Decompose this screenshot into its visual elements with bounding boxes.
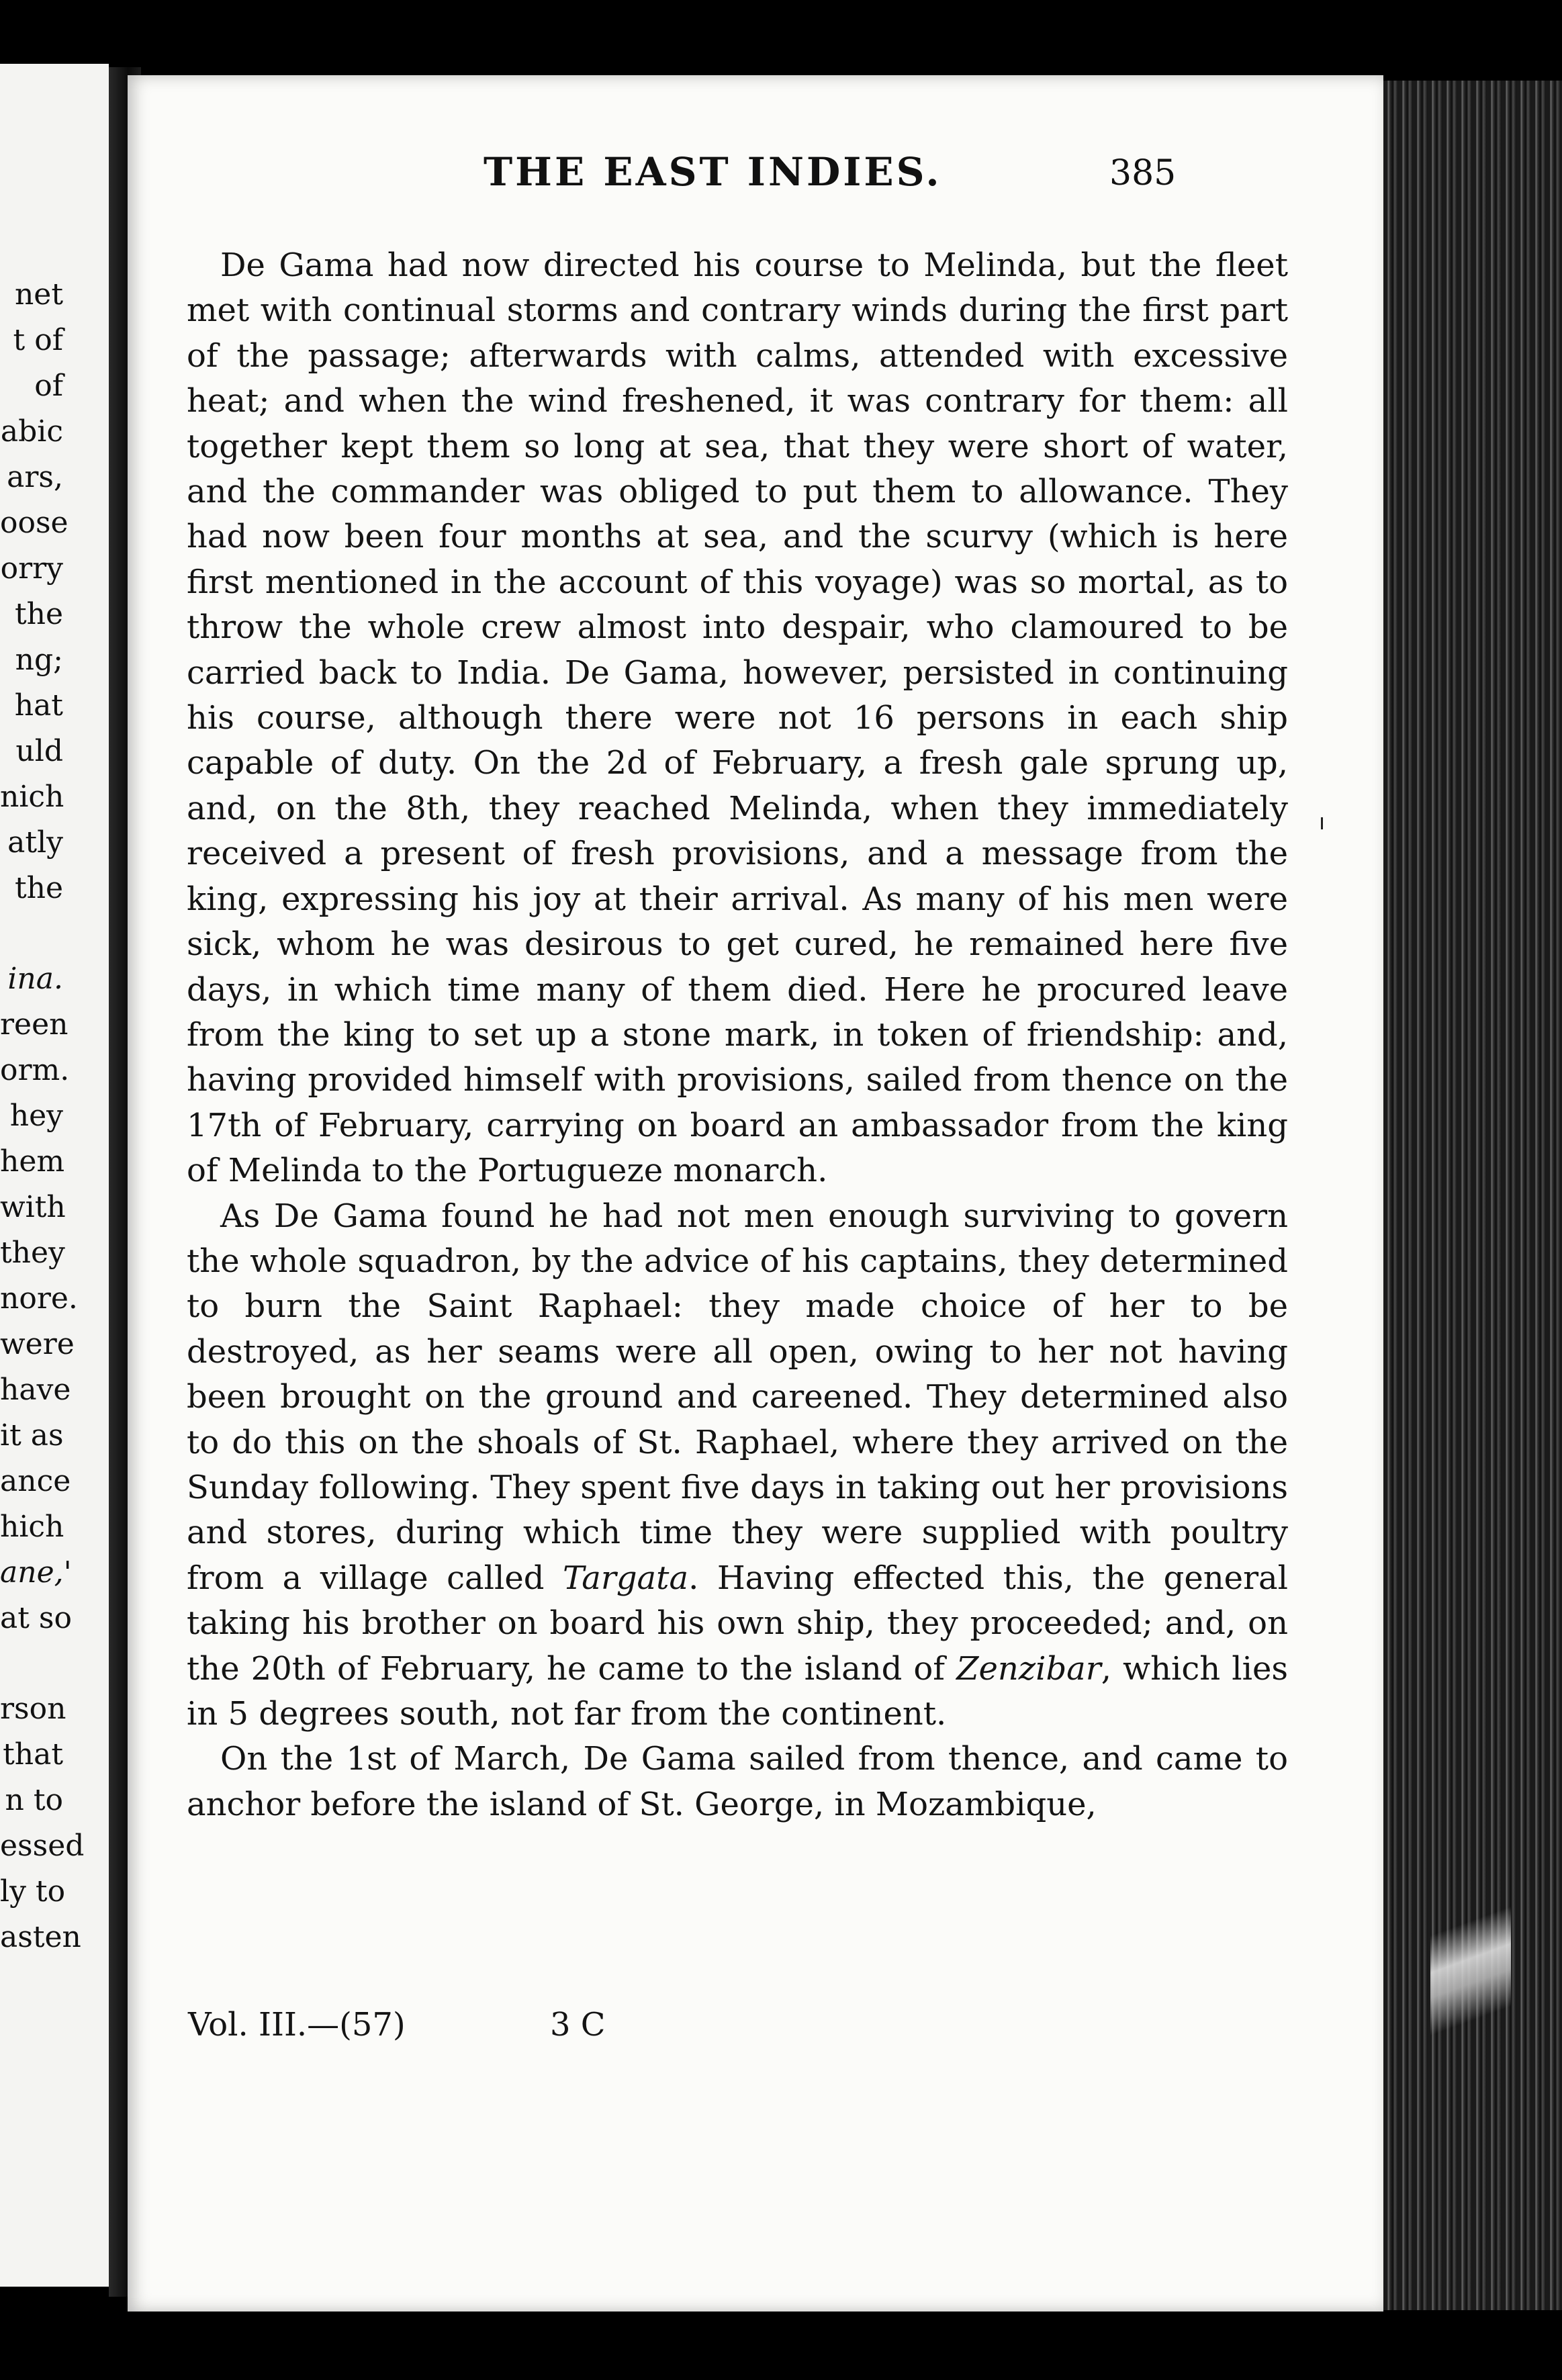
left-line-ending: nich [0,780,64,814]
left-line-ending: ane,' [0,1555,72,1590]
left-line-ending: essed [0,1829,85,1863]
left-page-line-endings [0,272,109,1960]
left-line-ending: orm. [0,1053,70,1087]
left-line-ending: atly [7,825,63,860]
left-line-ending: nore. [0,1281,78,1316]
volume-number: Vol. III.—(57) [188,2006,406,2044]
page-fore-edge [1383,81,1562,2310]
left-line-ending: they [0,1236,65,1270]
paragraph-1: De Gama had now directed his course to Melinda, but the fleet met with continual storms and contrary winds during the first part of the passage; afterwards with calms, attended with excessive heat; and when the wind freshened, it was contrary for them: all together kept them so long at sea, that they were short of water, and the commander was obliged to put them to allowance. They had now been four months at sea, and the scurvy (which is here first mentioned in the account of this voyage) was so mortal, as to throw the whole crew almost into despair, who clamoured to be carried back to India. De Gama, however, persisted in continuing his course, although there were not 16 persons in each ship capable of duty. On the 2d of February, a fresh gale sprung up, and, on the 8th, they reached Melinda, when they immediately received a present of fresh provisions, and a message from the king, expressing his joy at their arrival. As many of his men were sick, whom he was desirous to get cured, he remained here five days, in which time many of them died. Here he procured leave from the king to set up a stone mark, in token of friendship: and, having provided himself with provisions, sailed from thence on the 17th of February, carrying on board an ambassador from the king of Melinda to the Portugueze monarch. [187,246,1288,1190]
right-page [128,75,1383,2312]
left-line-ending: rson [0,1692,66,1726]
left-line-ending: net [14,277,63,312]
ink-speck [1321,817,1323,829]
left-line-ending: of [34,369,63,403]
scan-scratch [1430,1860,1511,2082]
left-line-ending: hey [9,1099,63,1133]
page-footer [188,2006,606,2044]
left-line-ending: were [0,1327,75,1361]
left-line-ending: it as [0,1418,64,1453]
left-line-ending: hem [0,1144,65,1179]
left-line-ending: oose [0,506,68,540]
left-line-ending: ng; [15,643,63,677]
left-line-ending: asten [0,1920,81,1954]
left-line-ending: hat [14,688,63,723]
left-line-ending: the [14,871,63,905]
left-page-fragment [0,64,109,2287]
left-line-ending: ars, [7,460,63,494]
left-line-ending: hich [0,1510,64,1544]
left-line-ending: n to [5,1783,63,1817]
left-line-ending: with [0,1190,66,1224]
paragraph-2: As De Gama found he had not men enough surviving to govern the whole squadron, by the advice of his captains, they determined to burn the Saint Raphael: they made choice of her to be destroyed, as her seams were all open, owing to her not having been brought on the ground and careened. They determined also to do this on the shoals of St. Raphael, where they arrived on the Sunday following. They spent five days in taking out her provisions and stores, during which time they were supplied with poultry from a village called Targata. Having effected this, the general taking his brother on board his own ship, they proceeded; and, on the 20th of February, he came to the island of Zenzibar, which lies in 5 degrees south, not far from the continent. [187,1197,1289,1733]
body-text [187,243,1288,1827]
left-line-ending: have [0,1373,71,1407]
left-line-ending: t of [13,323,63,357]
running-head: THE EAST INDIES. [484,149,942,195]
left-line-ending [0,1641,109,1686]
left-line-ending: ance [0,1464,71,1498]
left-line-ending: ina. [7,962,63,996]
left-line-ending: abic [0,414,63,449]
page-number: 385 [1109,153,1177,193]
left-line-ending: reen [0,1007,68,1042]
left-line-ending: orry [0,551,63,586]
left-line-ending: uld [15,734,63,768]
paragraph-3: On the 1st of March, De Gama sailed from thence, and came to anchor before the island of St. George, in Mozambique, [187,1740,1288,1823]
left-line-ending: ly to [0,1874,66,1909]
left-line-ending [0,911,109,956]
left-line-ending: at so [0,1601,72,1635]
left-line-ending: that [3,1737,63,1772]
left-line-ending: the [14,597,63,631]
signature-mark: 3 C [549,2006,606,2044]
